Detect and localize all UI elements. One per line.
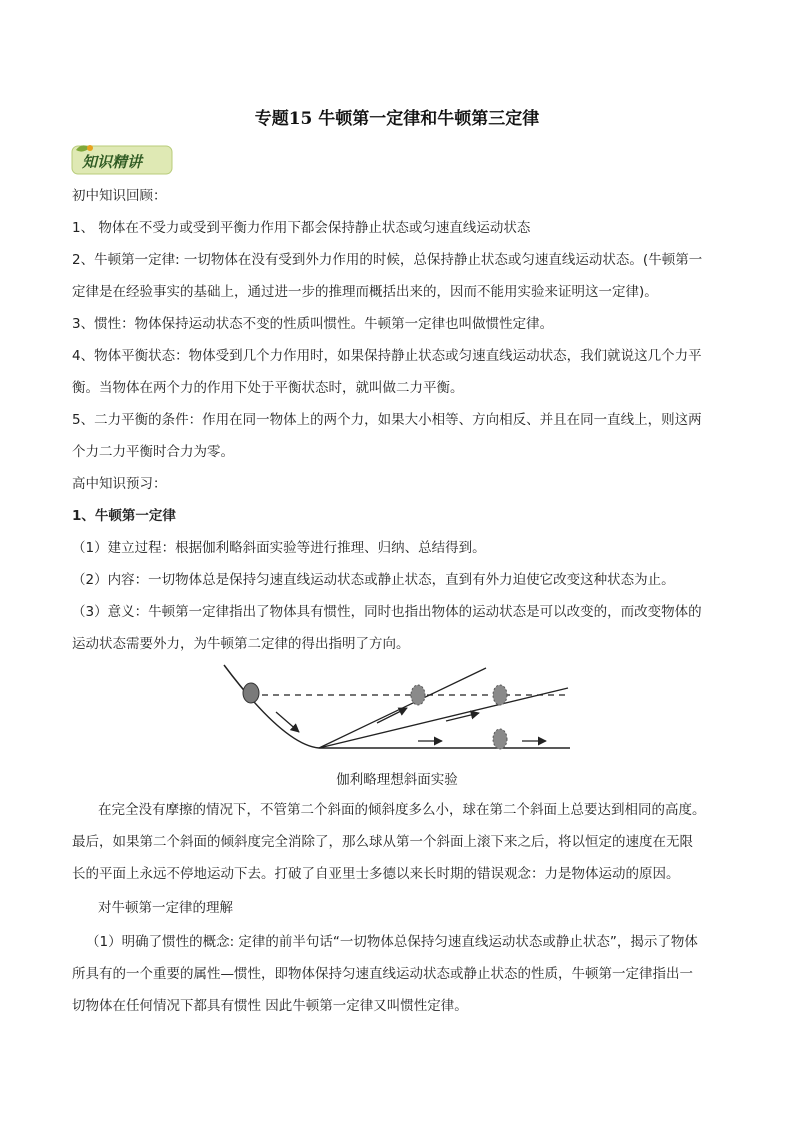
page-title: 专题15 牛顿第一定律和牛顿第三定律 [254,109,540,129]
para-line-6: 所具有的一个重要的属性—惯性，即物体保持匀速直线运动状态或静止状态的性质，牛顿第一定律指出一 [72,966,693,982]
text-line-10: 高中知识预习： [72,476,167,492]
ball-flat-surface [493,729,507,749]
galileo-incline-figure [214,660,574,760]
second-incline-shallow [319,688,568,748]
subheading-understanding: 对牛顿第一定律的理解 [98,900,233,916]
section-badge [68,142,174,176]
ball-steep-incline [411,685,425,705]
badge-label: 知识精讲 [82,153,143,171]
text-line-7: 衡。当物体在两个力的作用下处于平衡状态时，就叫做二力平衡。 [72,380,464,396]
text-line-1: 初中知识回顾： [72,188,167,204]
text-line-9: 个力二力平衡时合力为零。 [72,444,234,460]
para-line-2: 最后，如果第二个斜面的倾斜度完全消除了，那么球从第一个斜面上滚下来之后，将以恒定的速度在无限 [72,834,693,850]
para-line-1: 在完全没有摩擦的情况下，不管第二个斜面的倾斜度多么小，球在第二个斜面上总要达到相同的高度。 [98,802,706,818]
para-line-5: （1）明确了惯性的概念: 定律的前半句话“一切物体总保持匀速直线运动状态或静止状态”，揭示了物体 [86,934,698,950]
text-line-2: 1、 物体在不受力或受到平衡力作用下都会保持静止状态或匀速直线运动状态 [72,220,531,236]
section-heading: 1、牛顿第一定律 [72,508,176,524]
text-line-3: 2、牛顿第一定律: 一切物体在没有受到外力作用的时候，总保持静止状态或匀速直线运动状态。(牛顿第一 [72,252,703,268]
text-line-15: 运动状态需要外力，为牛顿第二定律的得出指明了方向。 [72,636,410,652]
text-line-8: 5、二力平衡的条件：作用在同一物体上的两个力，如果大小相等、方向相反、并且在同一直线上，则这两 [72,412,702,428]
ball-start [243,683,259,703]
text-line-14: （3）意义：牛顿第一定律指出了物体具有惯性，同时也指出物体的运动状态是可以改变的，而改变物体的 [72,604,702,620]
flower-icon [87,145,93,151]
second-incline-steep [319,668,486,748]
first-incline [224,665,570,748]
arrow-shallow [446,713,479,721]
arrow-steep [377,708,407,723]
ball-shallow-incline [493,685,507,705]
text-line-13: （2）内容：一切物体总是保持匀速直线运动状态或静止状态，直到有外力迫使它改变这种状态为止。 [72,572,675,588]
text-line-5: 3、惯性：物体保持运动状态不变的性质叫惯性。牛顿第一定律也叫做惯性定律。 [72,316,554,332]
para-line-3: 长的平面上永远不停地运动下去。打破了自亚里士多德以来长时期的错误观念：力是物体运动的原因。 [72,866,680,882]
text-line-12: （1）建立过程：根据伽利略斜面实验等进行推理、归纳、总结得到。 [72,540,486,556]
para-line-7: 切物体在任何情况下都具有惯性 因此牛顿第一定律又叫惯性定律。 [72,998,468,1014]
arrow-down-incline [276,712,299,732]
figure-caption: 伽利略理想斜面实验 [336,772,458,788]
text-line-4: 定律是在经验事实的基础上，通过进一步的推理而概括出来的，因而不能用实验来证明这一定律)。 [72,284,658,300]
text-line-6: 4、物体平衡状态：物体受到几个力作用时，如果保持静止状态或匀速直线运动状态，我们就说这几个力平 [72,348,702,364]
